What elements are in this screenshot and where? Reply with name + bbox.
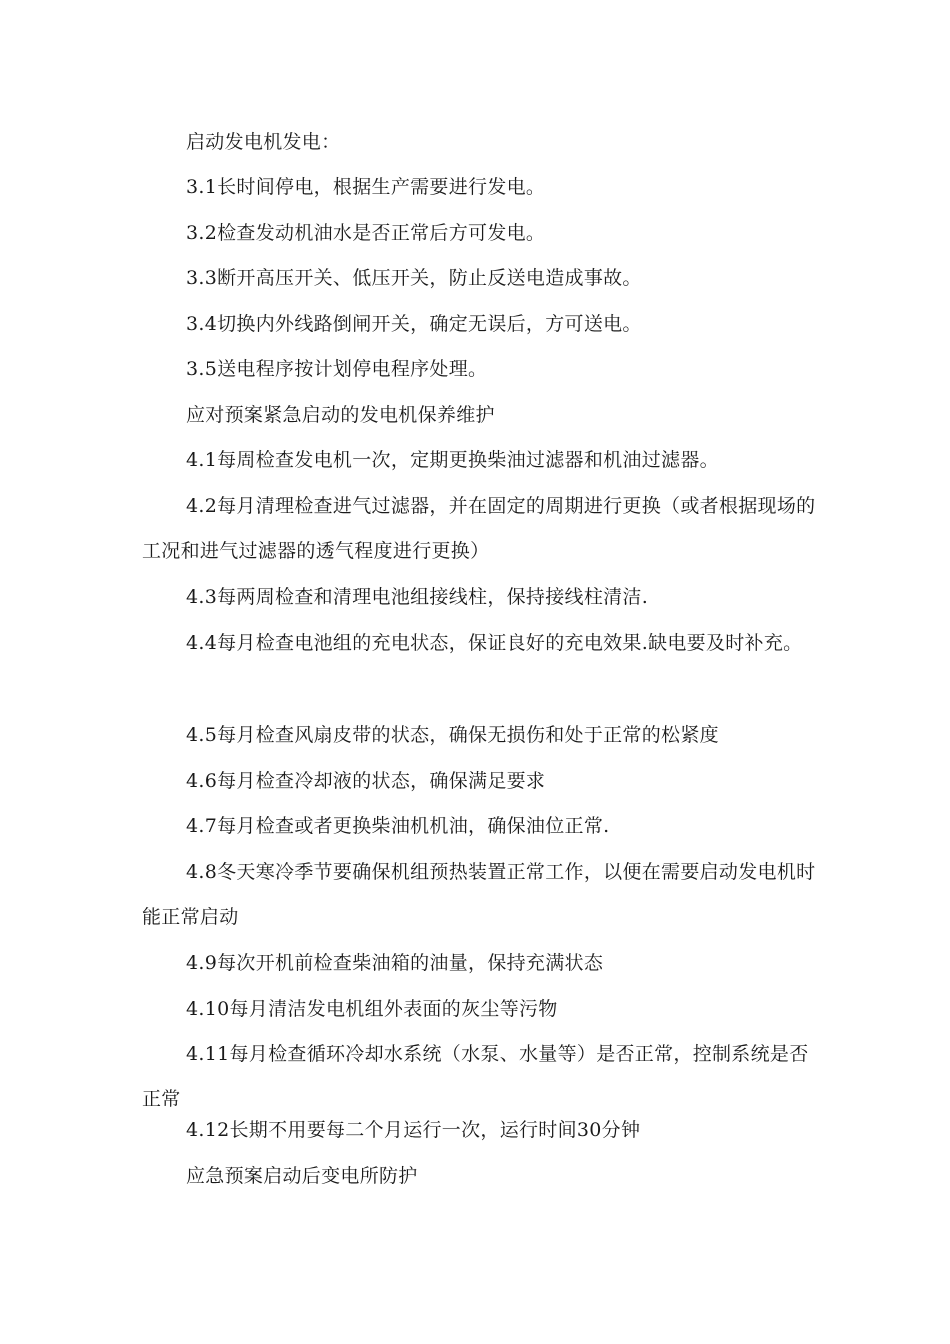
- section-heading-substation-protection: 应急预案启动后变电所防护: [186, 1165, 418, 1187]
- paragraph-4-5: 4.5每月检查风扇皮带的状态，确保无损伤和处于正常的松紧度: [186, 724, 719, 746]
- paragraph-4-3: 4.3每两周检查和清理电池组接线柱，保持接线柱清洁.: [186, 586, 649, 608]
- paragraph-3-2: 3.2检查发动机油水是否正常后方可发电。: [186, 222, 546, 244]
- paragraph-4-9: 4.9每次开机前检查柴油箱的油量，保持充满状态: [186, 952, 604, 974]
- paragraph-4-10: 4.10每月清洁发电机组外表面的灰尘等污物: [186, 998, 558, 1020]
- paragraph-4-1: 4.1每周检查发电机一次，定期更换柴油过滤器和机油过滤器。: [186, 449, 719, 471]
- paragraph-4-4: 4.4每月检查电池组的充电状态，保证良好的充电效果.缺电要及时补充。: [186, 632, 803, 654]
- paragraph-4-2: 4.2每月清理检查进气过滤器，并在固定的周期进行更换（或者根据现场的工况和进气过滤器的透气程度进行更换）: [142, 495, 816, 562]
- paragraph-4-6: 4.6每月检查冷却液的状态，确保满足要求: [186, 770, 546, 792]
- paragraph-3-3: 3.3断开高压开关、低压开关，防止反送电造成事故。: [186, 267, 642, 289]
- paragraph-3-5: 3.5送电程序按计划停电程序处理。: [186, 358, 488, 380]
- paragraph-3-4: 3.4切换内外线路倒闸开关，确定无误后，方可送电。: [186, 313, 642, 335]
- paragraph-4-8: 4.8冬天寒冷季节要确保机组预热装置正常工作，以便在需要启动发电机时能正常启动: [142, 861, 816, 928]
- paragraph-3-1: 3.1长时间停电，根据生产需要进行发电。: [186, 176, 546, 198]
- paragraph-4-11: 4.11每月检查循环冷却水系统（水泵、水量等）是否正常，控制系统是否正常: [142, 1043, 809, 1110]
- paragraph-4-7: 4.7每月检查或者更换柴油机机油，确保油位正常.: [186, 815, 610, 837]
- section-heading-maintenance: 应对预案紧急启动的发电机保养维护: [186, 404, 495, 426]
- paragraph-4-12: 4.12长期不用要每二个月运行一次，运行时间30分钟: [186, 1119, 641, 1141]
- section-heading-start-generator: 启动发电机发电：: [186, 131, 341, 153]
